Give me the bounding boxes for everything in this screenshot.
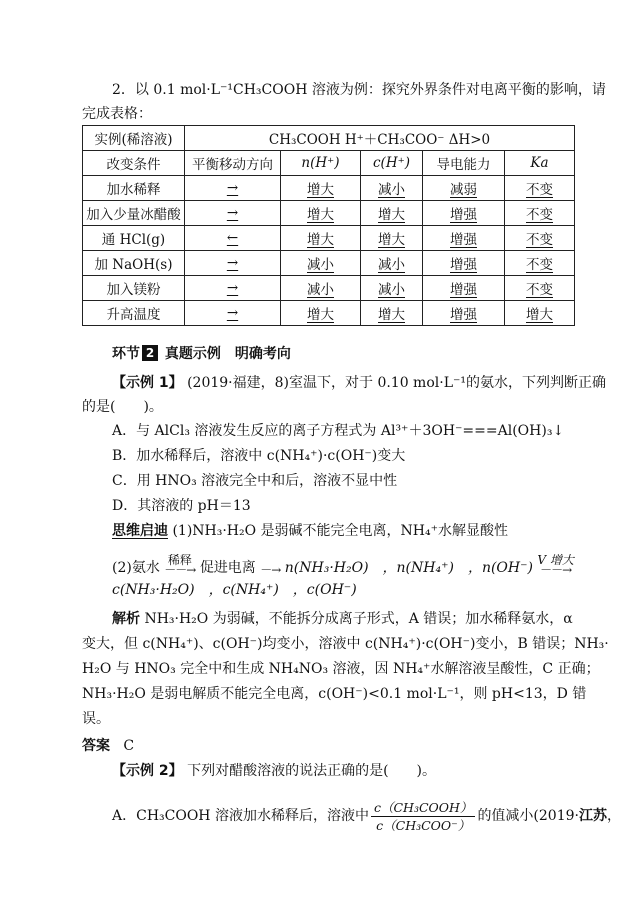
table-row	[83, 276, 575, 301]
thinking-line-1	[112, 521, 508, 541]
table-row	[83, 201, 575, 226]
column-header: 平衡移动方向	[185, 151, 281, 176]
conductivity-cell: 增强	[450, 307, 477, 323]
ka-cell: 增大	[526, 307, 553, 323]
table-row	[83, 176, 575, 201]
example-1-stem	[112, 373, 606, 393]
n-h-cell: 增大	[307, 207, 334, 223]
ka-cell: 不变	[526, 257, 553, 273]
volume-arrow-icon: V 增大 －－→	[537, 553, 574, 577]
column-header: n(H⁺)	[281, 151, 361, 176]
example-1-option-a: A．与 AlCl₃ 溶液发生反应的离子方程式为 Al³⁺＋3OH⁻===Al(OH)₃↓	[112, 423, 565, 439]
analysis-line-5: 误。	[82, 711, 110, 727]
section-title: 真题示例 明确考向	[164, 346, 291, 362]
example-2-option-a-source: 江苏	[578, 808, 607, 824]
example-1-tag: 【示例 1】	[112, 375, 183, 391]
answer-line	[82, 736, 134, 756]
ka-cell: 不变	[526, 282, 553, 298]
section-heading	[112, 344, 291, 364]
thinking-text-2b: 促进电离	[199, 560, 256, 576]
direction-arrow-icon: →	[226, 280, 239, 296]
answer-value: C	[123, 738, 135, 754]
column-header: 导电能力	[423, 151, 505, 176]
analysis-line-4: NH₃·H₂O 是弱电解质不能完全电离，c(OH⁻)<0.1 mol·L⁻¹，则 pH<13，D 错	[82, 686, 587, 702]
example-2-stem	[112, 761, 436, 781]
condition-cell: 加水稀释	[83, 176, 185, 201]
example-2-option-a-pre: A．CH₃COOH 溶液加水稀释后，溶液中	[112, 808, 369, 824]
ionization-equilibrium-table	[82, 125, 575, 326]
ka-cell: 不变	[526, 182, 553, 198]
example-2-option-a-end: ，	[606, 808, 621, 824]
c-h-cell: 增大	[378, 232, 405, 248]
example-1-stem-line-2: 的是( )。	[82, 399, 163, 415]
table-row	[83, 301, 575, 326]
fraction-numerator: c（CH₃COOH）	[371, 799, 475, 817]
column-header: c(H⁺)	[361, 151, 423, 176]
ionization-equation: CH₃COOH H⁺＋CH₃COO⁻ ΔH>0	[185, 126, 575, 151]
section-number-badge: 2	[142, 345, 158, 361]
conductivity-cell: 增强	[450, 207, 477, 223]
direction-arrow-icon: ←	[226, 230, 239, 246]
conductivity-cell: 增强	[450, 257, 477, 273]
thinking-text-2c: n(NH₃·H₂O) ，n(NH₄⁺) ，n(OH⁻)	[284, 560, 533, 576]
example-2-option-a-post: 的值减小(2019·	[477, 808, 579, 824]
ka-cell: 不变	[526, 207, 553, 223]
example-2-tag: 【示例 2】	[112, 763, 183, 779]
example-2-stem-text: 下列对醋酸溶液的说法正确的是( )。	[187, 763, 437, 779]
table-row	[83, 251, 575, 276]
column-header: 改变条件	[83, 151, 185, 176]
thinking-line-3: c(NH₃·H₂O) ，c(NH₄⁺) ，c(OH⁻)	[112, 582, 357, 598]
thinking-text-2a: (2)氨水	[112, 560, 160, 576]
example-1-option-c: C．用 HNO₃ 溶液完全中和后，溶液不显中性	[112, 473, 398, 489]
intro-line-2: 完成表格：	[82, 106, 152, 122]
direction-arrow-icon: →	[226, 305, 239, 321]
column-header: Ka	[505, 151, 575, 176]
n-h-cell: 增大	[307, 232, 334, 248]
thinking-text-1: (1)NH₃·H₂O 是弱碱不能完全电离，NH₄⁺水解显酸性	[172, 523, 509, 539]
intro-line-1: 2．以 0.1 mol·L⁻¹CH₃COOH 溶液为例：探究外界条件对电离平衡的影响，请	[112, 82, 606, 98]
c-h-cell: 减小	[378, 182, 405, 198]
c-h-cell: 增大	[378, 307, 405, 323]
table-header-row-columns	[83, 151, 575, 176]
example-2-option-a	[112, 798, 621, 834]
condition-cell: 通 HCl(g)	[83, 226, 185, 251]
fraction-denominator: c（CH₃COO⁻）	[376, 817, 471, 833]
direction-arrow-icon: →	[226, 180, 239, 196]
n-h-cell: 减小	[307, 282, 334, 298]
condition-cell: 加入少量冰醋酸	[83, 201, 185, 226]
c-h-cell: 减小	[378, 282, 405, 298]
n-h-cell: 增大	[307, 182, 334, 198]
condition-cell: 加入镁粉	[83, 276, 185, 301]
n-h-cell: 减小	[307, 257, 334, 273]
n-h-cell: 增大	[307, 307, 334, 323]
dilution-arrow-icon: 稀释 －－→	[164, 553, 196, 577]
example-1-option-b: B．加水稀释后，溶液中 c(NH₄⁺)·c(OH⁻)变大	[112, 448, 406, 464]
thinking-label: 思维启迪	[112, 523, 168, 539]
thinking-line-2	[112, 554, 574, 578]
analysis-line-2: 变大，但 c(NH₄⁺)、c(OH⁻)均变小，溶液中 c(NH₄⁺)·c(OH⁻)变小，B 错误；NH₃·	[82, 636, 609, 652]
analysis-line-1	[112, 609, 573, 629]
section-prefix: 环节	[112, 346, 140, 362]
c-h-cell: 减小	[378, 257, 405, 273]
conductivity-cell: 增强	[450, 282, 477, 298]
conductivity-cell: 减弱	[450, 182, 477, 198]
direction-arrow-icon: →	[226, 255, 239, 271]
analysis-line-3: H₂O 与 HNO₃ 完全中和生成 NH₄NO₃ 溶液，因 NH₄⁺水解溶液呈酸性，C 正确；	[82, 661, 600, 677]
direction-arrow-icon: →	[226, 205, 239, 221]
conductivity-cell: 增强	[450, 232, 477, 248]
ka-cell: 不变	[526, 232, 553, 248]
concentration-ratio-fraction	[371, 799, 475, 834]
answer-label: 答案	[82, 738, 110, 754]
example-1-stem-text: (2019·福建，8)室温下，对于 0.10 mol·L⁻¹的氨水，下列判断正确	[187, 375, 606, 391]
example-1-option-d: D．其溶液的 pH＝13	[112, 498, 251, 514]
analysis-label: 解析	[112, 611, 140, 627]
condition-cell: 升高温度	[83, 301, 185, 326]
promote-arrow-icon: －→	[260, 563, 281, 577]
table-header-example-label: 实例(稀溶液)	[83, 126, 185, 151]
c-h-cell: 增大	[378, 207, 405, 223]
condition-cell: 加 NaOH(s)	[83, 251, 185, 276]
table-row	[83, 226, 575, 251]
table-header-row-equation	[83, 126, 575, 151]
analysis-text-1: NH₃·H₂O 为弱碱，不能拆分成离子形式，A 错误；加水稀释氨水，α	[144, 611, 573, 627]
